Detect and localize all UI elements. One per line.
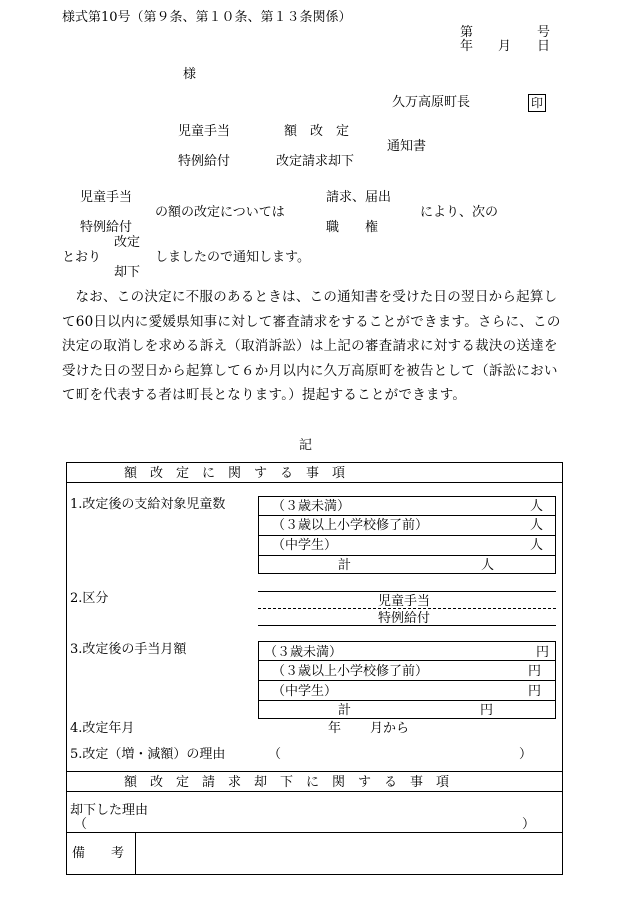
child-count-preschool-unit: 人 [530,518,544,533]
section-kyakka-header: 額 改 定 請 求 却 下 に 関 す る 事 項 [124,775,450,790]
appeal-notice: なお、この決定に不服のあるときは、この通知書を受けた日の翌日から起算して60日以内に愛媛県知事に対して審査請求をすることができます。さらに、この決定の取消しを求める訴え（取消訴訟）は上記の審査請求に対する裁決の送達を受けた日の翌日から起算して６か月以内に久万高原町を被告として（訴訟において町を代表する者は町長となります。）提起することができます。 [62,289,561,404]
child-count-total-unit: 人 [481,558,495,573]
revision-month-from: 月から [370,721,410,736]
intro-tsuchi: しましたので通知します。 [155,250,310,265]
intro-toori: とおり [62,250,102,265]
intro-kyakka: 却下 [114,265,141,280]
date-month: 月 [498,39,512,54]
rejection-reason-label: 却下した理由 [70,803,149,818]
sender-name: 久万高原町長 [392,95,471,110]
title-jido-teate: 児童手当 [178,124,231,139]
intro-ni-yori: により、次の [420,205,499,220]
amount-preschool-unit: 円 [528,664,542,679]
amount-middle-unit: 円 [528,684,542,699]
doc-number-gou: 号 [537,25,551,40]
child-count-preschool: （３歳以上小学校修了前） [272,518,429,533]
intro-jido-teate: 児童手当 [80,190,133,205]
revision-reason-close: ） [519,747,533,762]
doc-number-dai: 第 [460,25,474,40]
intro-shokken: 職 権 [326,220,379,235]
date-day: 日 [537,39,551,54]
child-count-middle-unit: 人 [530,538,544,553]
item-revision-reason-label: 5.改定（増・減額）の理由 [70,747,226,762]
intro-kaitei: 改定 [114,235,141,250]
category-tokurei-kyufu: 特例給付 [378,611,431,626]
section-gaku-kaitei-header: 額 改 定 に 関 す る 事 項 [124,466,346,481]
seal-mark: 印 [528,94,546,112]
rejection-reason-open: （ [74,817,88,832]
amount-preschool: （３歳以上小学校修了前） [272,664,429,679]
item-revision-month-label: 4.改定年月 [70,721,135,736]
remarks-label: 備 考 [72,846,125,861]
amount-under3: （３歳未満） [264,645,343,660]
revision-year-unit: 年 [328,721,342,736]
title-tsuchisho: 通知書 [387,139,427,154]
child-count-total-label: 計 [338,558,352,573]
intro-tokurei-kyufu: 特例給付 [80,220,133,235]
item-child-count-label: 1.改定後の支給対象児童数 [70,497,226,512]
amount-total-label: 計 [338,703,352,718]
amount-middle: （中学生） [272,684,338,699]
intro-seikyu-todokede: 請求、届出 [326,190,392,205]
category-jido-teate: 児童手当 [378,594,431,609]
amount-total-unit: 円 [480,703,494,718]
form-number: 様式第10号（第９条、第１０条、第１３条関係） [62,10,352,25]
child-count-under3: （３歳未満） [272,499,351,514]
title-tokurei-kyufu: 特例給付 [178,154,231,169]
revision-reason-open: （ [268,747,282,762]
rejection-reason-close: ） [522,817,536,832]
title-gaku-kaitei: 額 改 定 [284,124,350,139]
child-count-middle: （中学生） [272,538,338,553]
title-kaitei-seikyu-kyakka: 改定請求却下 [276,154,355,169]
item-category-label: 2.区分 [70,591,109,606]
item-monthly-amount-label: 3.改定後の手当月額 [70,642,187,657]
amount-under3-unit: 円 [536,645,550,660]
recipient-sama: 様 [183,67,197,82]
child-count-under3-unit: 人 [530,499,544,514]
date-year: 年 [460,39,474,54]
ki-heading: 記 [299,438,313,453]
intro-kaitei-ni-tsuite: の額の改定については [155,205,285,220]
